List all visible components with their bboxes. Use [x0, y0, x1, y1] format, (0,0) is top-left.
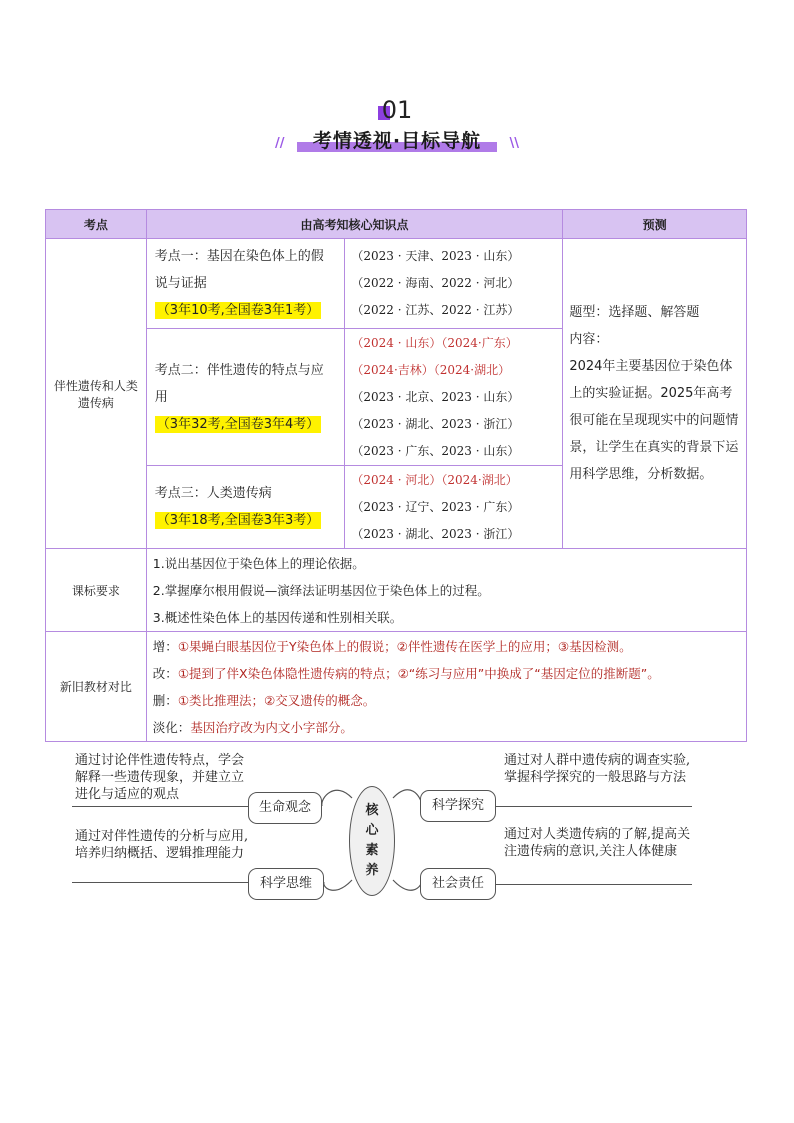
underline-life	[72, 806, 250, 807]
header-topic: 考点	[46, 210, 147, 239]
table-row	[46, 632, 747, 742]
kp-count-highlight: （3年32考,全国卷3年4考）	[156, 416, 320, 432]
underline-inquiry	[496, 806, 692, 807]
kp-title: 考点二：伴性遗传的特点与应用	[154, 362, 324, 405]
node-science-inquiry: 科学探究	[420, 790, 496, 822]
source-line: （2023 · 湖北、2023 · 浙江）	[351, 526, 520, 541]
kp-sources-1	[345, 239, 563, 329]
comparison-content: ①果蝇白眼基因位于Y染色体上的假说；②伴性遗传在医学上的应用；③基因检测。	[177, 638, 632, 654]
comparison-label: 新旧教材对比	[46, 632, 147, 742]
kp-title: 考点三：人类遗传病	[154, 486, 272, 501]
prediction-cell	[563, 239, 747, 549]
source-line: （2023 · 广东、2023 · 山东）	[351, 443, 520, 458]
table-row	[46, 239, 747, 329]
source-line: （2023 · 北京、2023 · 山东）	[351, 389, 520, 404]
knowledge-point-3	[146, 466, 345, 549]
title-slash-right: \\	[509, 136, 519, 151]
kp-sources-3	[345, 466, 563, 549]
source-line-new: （2024 · 河北）（2024·湖北）	[351, 472, 518, 487]
kp-count-highlight: （3年10考,全国卷3年1考）	[156, 303, 320, 318]
source-line-new: （2024 · 山东）（2024·广东）	[351, 335, 518, 350]
curriculum-item: 3.概述性染色体上的基因传递和性别相关联。	[152, 609, 403, 625]
title-slash-left: //	[275, 136, 285, 151]
underline-thinking	[72, 882, 250, 883]
core-char: 核	[365, 803, 379, 818]
prediction-question-type: 题型：选择题、解答题	[569, 305, 700, 320]
source-line: （2023 · 辽宁、2023 · 广东）	[351, 499, 520, 514]
exam-analysis-table	[45, 209, 747, 742]
prediction-content: 2024年主要基因位于染色体上的实验证据。2025年高考很可能在呈现现实中的问题情景，让学生在真实的背景下运用科学思维，分析数据。	[569, 359, 739, 482]
connector-inquiry	[393, 790, 422, 804]
topic-cell: 伴性遗传和人类遗传病	[46, 239, 147, 549]
note-inquiry: 通过对人群中遗传病的调查实验,掌握科学探究的一般思路与方法	[504, 753, 691, 785]
section-title-banner	[275, 126, 519, 156]
comparison-row	[153, 633, 740, 660]
source-line: （2022 · 江苏、2022 · 江苏）	[351, 303, 520, 317]
connector-thinking	[324, 880, 352, 890]
section-title: 考情透视·目标导航	[312, 130, 482, 152]
section-number: 01	[381, 96, 413, 124]
note-social: 通过对人类遗传病的了解,提高关注遗传病的意识,关注人体健康	[504, 827, 691, 859]
curriculum-item: 1.说出基因位于染色体上的理论依据。	[152, 555, 365, 571]
comparison-prefix: 删：	[152, 692, 178, 708]
core-char: 心	[365, 823, 379, 838]
prediction-content-label: 内容：	[569, 332, 609, 347]
comparison-content: 基因治疗改为内文小字部分。	[190, 719, 353, 735]
table-header-row	[46, 210, 747, 239]
source-line: （2023 · 湖北、2023 · 浙江）	[351, 416, 520, 431]
kp-sources-2	[345, 329, 563, 466]
core-competency-mindmap	[0, 740, 794, 910]
node-social-responsibility: 社会责任	[420, 868, 496, 900]
table-row	[46, 549, 747, 632]
core-char: 素	[365, 843, 379, 858]
curriculum-cell	[146, 549, 746, 632]
underline-social	[496, 884, 692, 885]
comparison-prefix: 增：	[152, 638, 178, 654]
core-char: 养	[365, 863, 379, 878]
comparison-content: ①类比推理法；②交叉遗传的概念。	[177, 692, 376, 708]
connector-social	[393, 880, 422, 890]
source-line: （2023 · 天津、2023 · 山东）	[351, 249, 520, 263]
core-literacy-ellipse	[349, 786, 395, 896]
comparison-prefix: 淡化：	[152, 719, 191, 735]
node-life-concept: 生命观念	[248, 792, 322, 824]
comparison-cell	[146, 632, 746, 742]
curriculum-item: 2.掌握摩尔根用假说—演绎法证明基因位于染色体上的过程。	[152, 582, 490, 598]
source-line: （2022 · 海南、2022 · 河北）	[351, 276, 520, 290]
comparison-row	[153, 660, 740, 687]
note-thinking: 通过对伴性遗传的分析与应用,培养归纳概括、逻辑推理能力	[75, 829, 249, 861]
node-science-thinking: 科学思维	[248, 868, 324, 900]
comparison-row	[153, 714, 740, 741]
source-line-new: （2024·吉林）（2024·湖北）	[351, 362, 511, 377]
note-life: 通过讨论伴性遗传特点，学会解释一些遗传现象，并建立立进化与适应的观点	[75, 753, 245, 802]
header-knowledge: 由高考知核心知识点	[146, 210, 563, 239]
kp-title: 考点一：基因在染色体上的假说与证据	[154, 249, 324, 291]
header-prediction: 预测	[563, 210, 747, 239]
connector-life	[322, 790, 352, 806]
kp-count-highlight: （3年18考,全国卷3年3考）	[156, 513, 320, 528]
comparison-row	[153, 687, 740, 714]
curriculum-label: 课标要求	[46, 549, 147, 632]
knowledge-point-1	[146, 239, 345, 329]
knowledge-point-2	[146, 329, 345, 466]
comparison-prefix: 改：	[152, 665, 178, 681]
comparison-content: ①提到了伴X染色体隐性遗传病的特点；②“练习与应用”中换成了“基因定位的推断题”。	[177, 665, 660, 681]
